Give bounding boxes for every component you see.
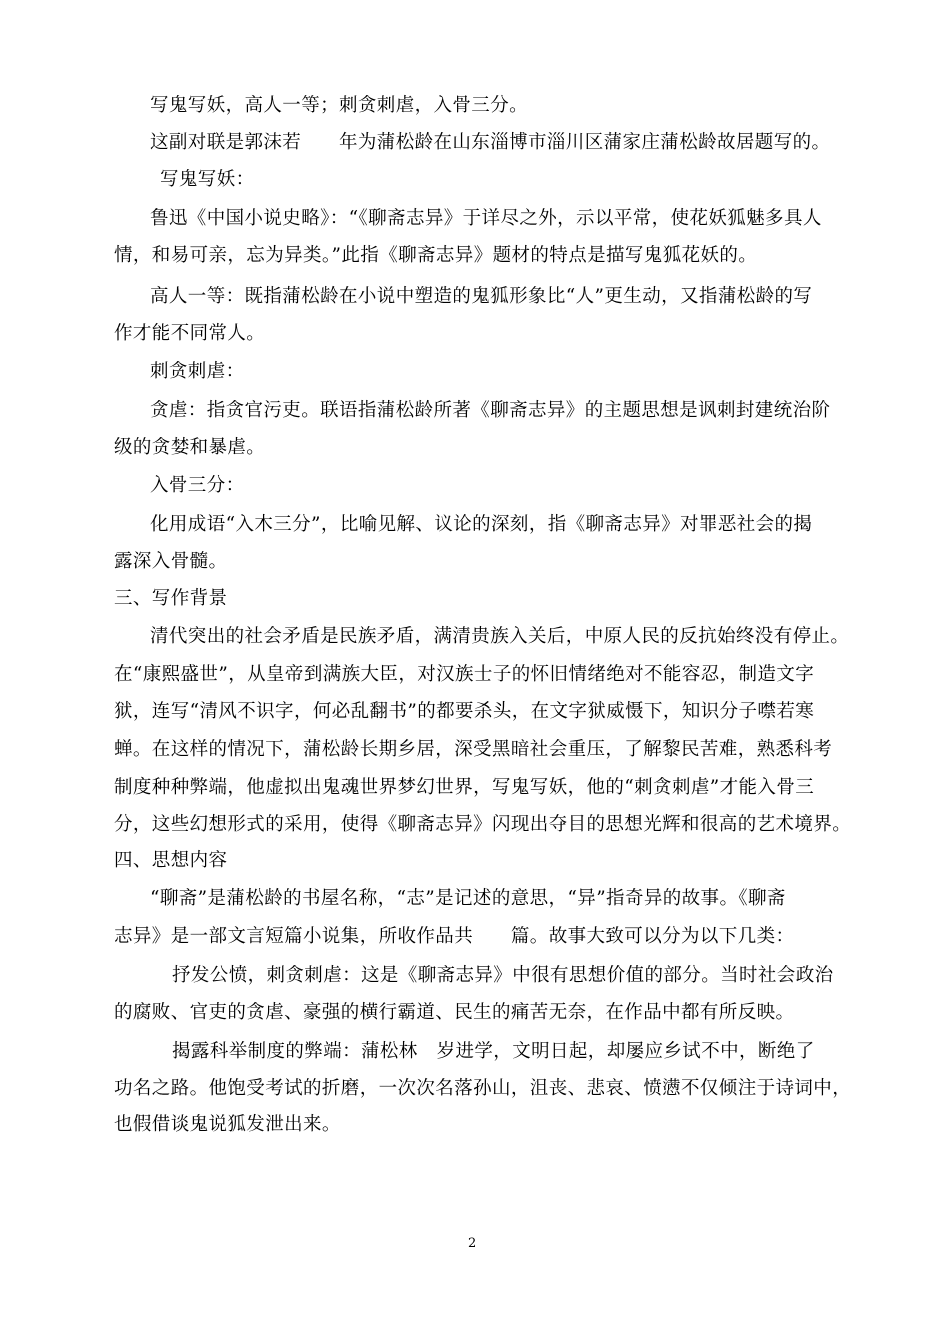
section-heading: 三、写作背景 <box>114 588 228 609</box>
paragraph-line: 揭露科举制度的弊端：蒲松林 岁进学，文明日起，却屡应乡试不中，断绝了 <box>172 1041 815 1062</box>
paragraph-line: “聊斋”是蒲松龄的书屋名称，“志”是记述的意思，“异”指奇异的故事。《聊斋 <box>150 888 786 909</box>
section-label: 刺贪刺虐： <box>150 361 245 382</box>
paragraph-line: 作才能不同常人。 <box>114 323 266 344</box>
section-heading: 四、思想内容 <box>114 850 228 871</box>
paragraph-line: 的腐败、官吏的贪虐、豪强的横行霸道、民生的痛苦无奈，在作品中都有所反映。 <box>114 1002 795 1023</box>
couplet-line: 写鬼写妖，高人一等；刺贪刺虐，入骨三分。 <box>150 95 529 116</box>
paragraph-line: 清代突出的社会矛盾是民族矛盾，满清贵族入关后，中原人民的反抗始终没有停止。 <box>150 626 850 647</box>
paragraph-line: 露深入骨髓。 <box>114 551 228 572</box>
paragraph-line: 高人一等：既指蒲松龄在小说中塑造的鬼狐形象比“人”更生动，又指蒲松龄的写 <box>150 286 813 307</box>
section-label: 入骨三分： <box>150 475 245 496</box>
paragraph-line: 制度种种弊端，他虚拟出鬼魂世界梦幻世界，写鬼写妖，他的“刺贪刺虐”才能入骨三 <box>114 777 815 798</box>
paragraph-line: 功名之路。他饱受考试的折磨，一次次名落孙山，沮丧、悲哀、愤懑不仅倾注于诗词中， <box>114 1078 852 1099</box>
paragraph-line: 这副对联是郭沫若 年为蒲松龄在山东淄博市淄川区蒲家庄蒲松龄故居题写的。 <box>150 132 831 153</box>
paragraph-line: 化用成语“入木三分”，比喻见解、议论的深刻，指《聊斋志异》对罪恶社会的揭 <box>150 514 813 535</box>
paragraph-line: 蝉。在这样的情况下，蒲松龄长期乡居，深受黑暗社会重压，了解黎民苦难，熟悉科考 <box>114 739 833 760</box>
paragraph-line: 也假借谈鬼说狐发泄出来。 <box>114 1114 341 1135</box>
section-label: 写鬼写妖： <box>160 169 255 190</box>
paragraph-line: 情，和易可亲，忘为异类。”此指《聊斋志异》题材的特点是描写鬼狐花妖的。 <box>114 245 758 266</box>
paragraph-line: 级的贪婪和暴虐。 <box>114 437 266 458</box>
paragraph-line: 狱，连写“清风不识字，何必乱翻书”的都要杀头，在文字狱威慑下，知识分子噤若寒 <box>114 701 815 722</box>
paragraph-line: 抒发公愤，刺贪刺虐：这是《聊斋志异》中很有思想价值的部分。当时社会政治 <box>172 965 834 986</box>
paragraph-line: 志异》是一部文言短篇小说集，所收作品共 篇。故事大致可以分为以下几类： <box>114 926 795 947</box>
paragraph-line: 贪虐：指贪官污吏。联语指蒲松龄所著《聊斋志异》的主题思想是讽刺封建统治阶 <box>150 400 831 421</box>
page-number: 2 <box>468 1236 477 1251</box>
paragraph-line: 鲁迅《中国小说史略》：“《聊斋志异》于详尽之外，示以平常，使花妖狐魅多具人 <box>150 208 822 229</box>
paragraph-line: 在“康熙盛世”，从皇帝到满族大臣，对汉族士子的怀旧情绪绝对不能容忍，制造文字 <box>114 664 815 685</box>
paragraph-line: 分，这些幻想形式的采用，使得《聊斋志异》闪现出夺目的思想光辉和很高的艺术境界。 <box>114 814 852 835</box>
